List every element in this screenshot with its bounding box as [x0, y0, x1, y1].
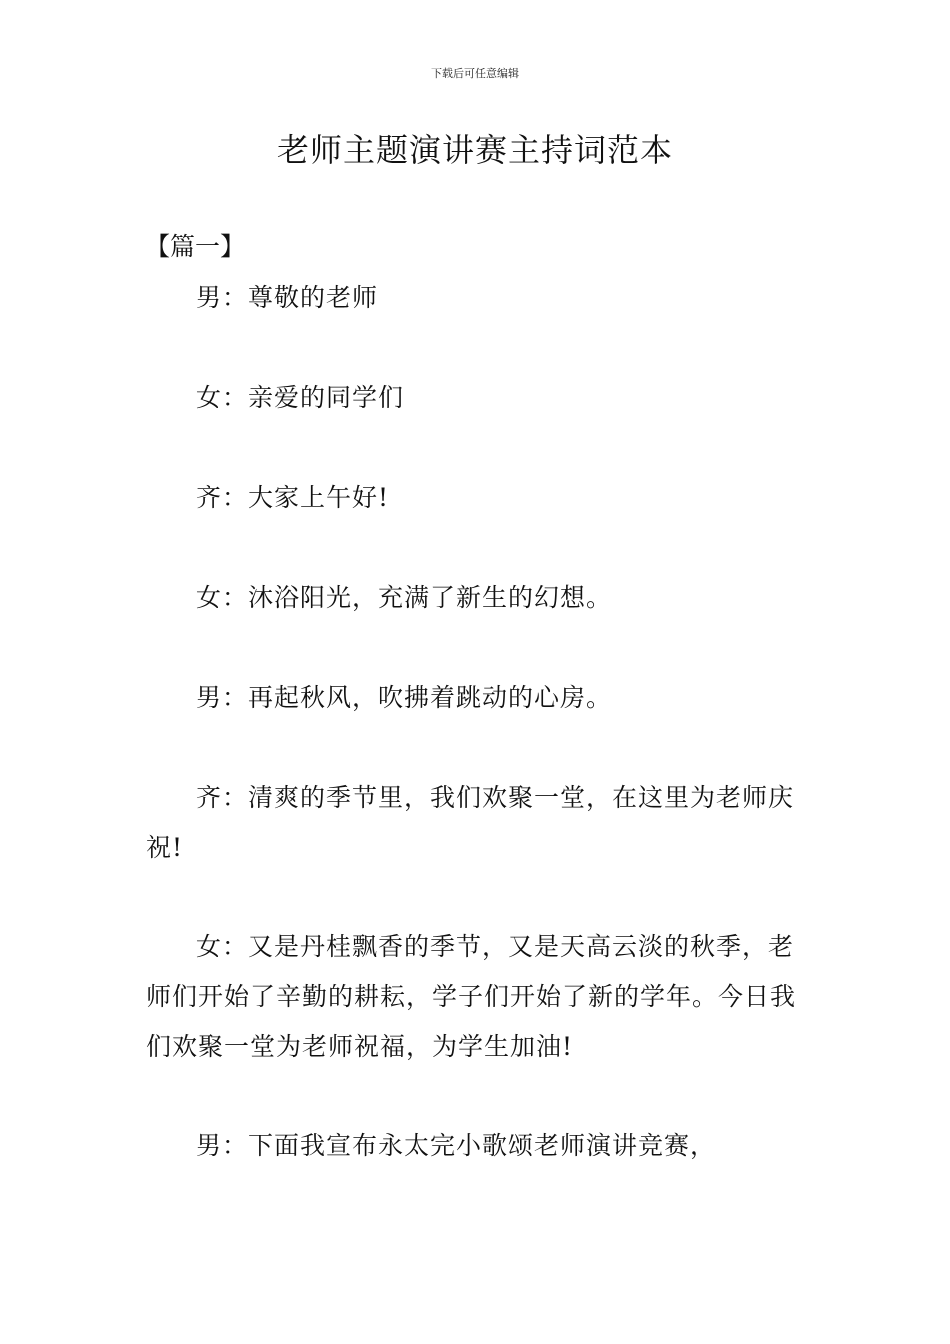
- dialogue-paragraph: 女：亲爱的同学们: [196, 383, 405, 412]
- dialogue-paragraph: 齐：大家上午好!: [196, 483, 390, 512]
- dialogue-paragraph: 女：又是丹桂飘香的季节，又是天高云淡的秋季，老师们开始了辛勤的耕耘，学子们开始了新的学年。今日我们欢聚一堂为老师祝福，为学生加油!: [146, 932, 797, 1061]
- dialogue-paragraph: 齐：清爽的季节里，我们欢聚一堂，在这里为老师庆祝!: [146, 783, 795, 862]
- dialogue-paragraph: 女：沐浴阳光，充满了新生的幻想。: [196, 583, 613, 612]
- document-title: 老师主题演讲赛主持词范本: [276, 131, 673, 169]
- dialogue-paragraph: 男：下面我宣布永太完小歌颂老师演讲竞赛，: [196, 1131, 717, 1160]
- header-note: 下载后可任意编辑: [431, 67, 519, 80]
- dialogue-paragraph: 男：再起秋风，吹拂着跳动的心房。: [196, 683, 613, 712]
- dialogue-paragraph: 男：尊敬的老师: [196, 283, 379, 312]
- section-label: 【篇一】: [145, 232, 246, 261]
